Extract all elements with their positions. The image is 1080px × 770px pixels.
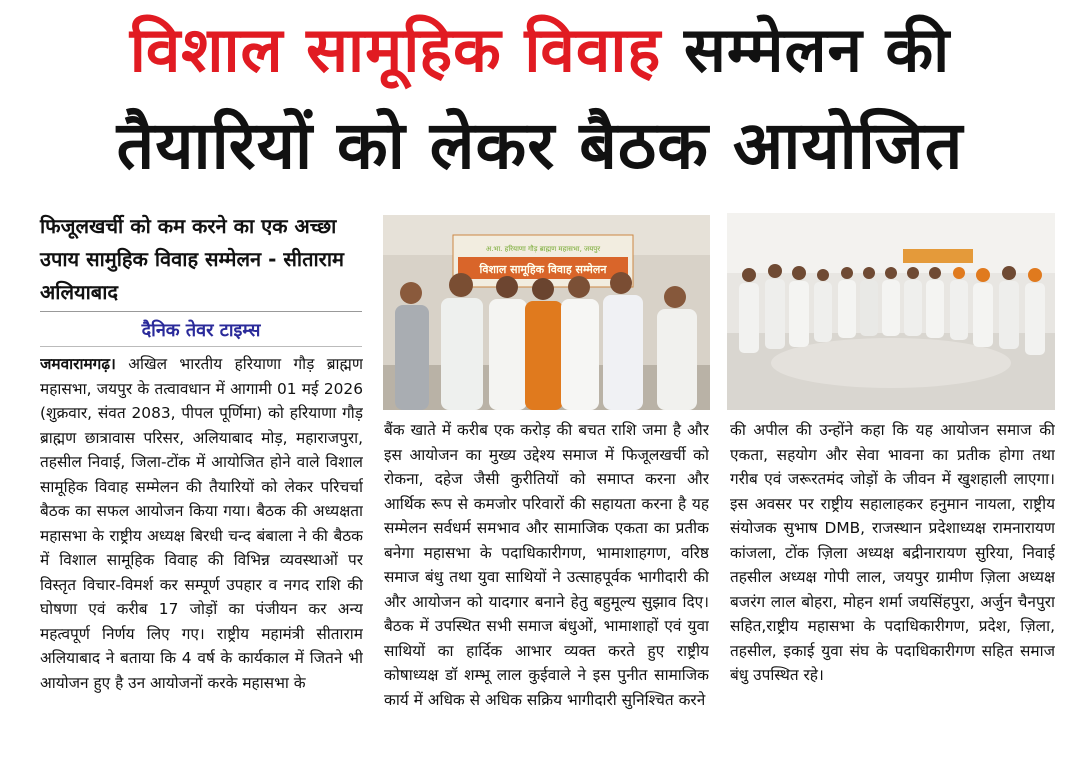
headline-black-part: सम्मेलन की xyxy=(683,13,951,86)
photo-banner-top-text: अ.भा. हरियाणा गौड़ ब्राह्मण महासभा, जयपुर xyxy=(485,245,601,253)
subheadline: फिजूलखर्ची को कम करने का एक अच्छा उपाय सामुहिक विवाह सम्मेलन - सीताराम अलियाबाद xyxy=(40,214,344,304)
photo-banner-text: विशाल सामूहिक विवाह सम्मेलन xyxy=(479,263,607,276)
article-column-2: बैंक खाते में करीब एक करोड़ की बचत राशि जमा है और इस आयोजन का मुख्य उद्देश्य समाज में फिजूलखर्ची को रोकना, दहेज जैसी कुरीतियों को समाप्त करना और आर्थिक रूप से कमजोर परिवारों की सहायता करना है यह सम्मेलन सर्वधर्म समभाव और सामाजिक एकता का प्रतीक बनेगा महासभा के पदाधिकारीगण, भामाशाहगण, वरिष्ठ समाज बंधु तथा युवा साथियों ने उत्साहपूर्वक भागीदारी की और आयोजन को यादगार बनाने हेतु बहुमूल्य सुझाव दिए। बैठक में उपस्थित सभी समाज बंधुओं, भामाशाहों एवं युवा साथियों का हार्दिक आभार व्यक्त करते हुए राष्ट्रीय कोषाध्यक्ष डॉ शम्भू लाल कुईवाले ने इस पुनीत सामाजिक कार्य में अधिक से अधिक सक्रिय भागीदारी सुनिश्चित करने xyxy=(384,421,709,709)
dateline: जमवारामगढ़। xyxy=(40,355,116,373)
byline: दैनिक तेवर टाइम्स xyxy=(141,320,261,341)
article-column-1-text: अखिल भारतीय हरियाणा गौड़ ब्राह्मण महासभा, जयपुर के तत्वावधान में आगामी 01 मई 2026 (शुक्रवार, संवत 2083, पीपल पूर्णिमा) को हरियाणा गौड़ ब्राह्मण छात्रावास परिसर, अलियाबाद मोड़, महाराजपुरा, तहसील निवाई, जिला-टोंक में आयोजित होने वाले विशाल सामूहिक विवाह सम्मेलन की तैयारियों को लेकर परिचर्चा बैठक का सफल आयोजन किया गया। बैठक की अध्यक्षता महासभा के राष्ट्रीय अध्यक्ष बिरधी चन्द बंबाला ने की बैठक में विशाल सामूहिक विवाह की विभिन्न व्यवस्थाओं पर विस्तृत विचार-विमर्श कर सम्पूर्ण उपहार व नगद राशि की घोषणा एवं करीब 17 जोड़ों का पंजीयन कर अन्य महत्वपूर्ण निर्णय लिए गए। राष्ट्रीय महामंत्री सीताराम अलियाबाद ने बताया कि 4 वर्ष के कार्यकाल में जितने भी आयोजन हुए है उन आयोजनों करके महासभा के xyxy=(40,355,363,692)
divider xyxy=(40,311,362,312)
meeting-photo-1 xyxy=(383,215,710,410)
headline-line-1 xyxy=(0,4,1080,96)
headline-red-part: विशाल सामूहिक विवाह xyxy=(129,13,662,86)
divider xyxy=(40,346,362,347)
article-column-1 xyxy=(40,352,363,762)
headline-line-2: तैयारियों को लेकर बैठक आयोजित xyxy=(116,107,964,184)
article-column-3: की अपील की उन्होंने कहा कि यह आयोजन समाज की एकता, सहयोग और सेवा भावना का प्रतीक होगा तथा गरीब एवं जरूरतमंद जोड़ों के जीवन में खुशहाली लाएगा। इस अवसर पर राष्ट्रीय सहालाहकर हनुमान नायला, राष्ट्रीय संयोजक सुभाष DMB, राजस्थान प्रदेशाध्यक्ष रामनारायण कांजला, टोंक ज़िला अध्यक्ष बद्रीनारायण सुरिया, निवाई तहसील अध्यक्ष गोपी लाल, जयपुर ग्रामीण ज़िला अध्यक्ष बजरंग लाल बोहरा, मोहन शर्मा जयसिंहपुरा, अर्जुन चैनपुरा सहित,राष्ट्रीय महासभा के पदाधिकारीगण, प्रदेश, ज़िला, तहसील, इकाई युवा संघ के पदाधिकारीगण सहित समाज बंधु उपस्थित रहे। xyxy=(730,421,1055,684)
meeting-photo-2 xyxy=(727,213,1055,410)
